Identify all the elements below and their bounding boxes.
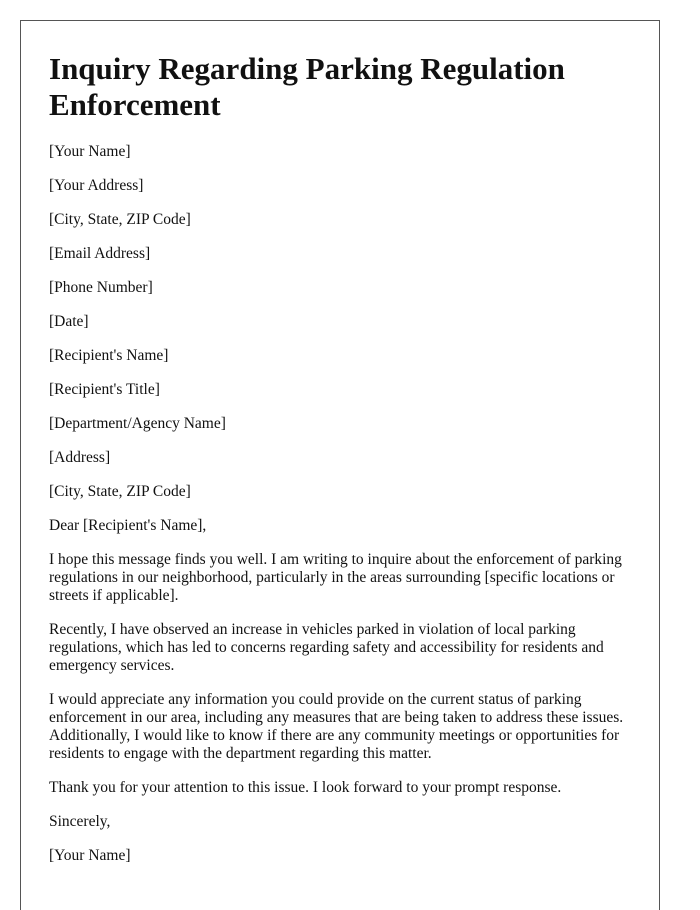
body-paragraph: I would appreciate any information you could provide on the current status of parking enforcement in our area, including any measures that are being taken to address these issues. Additionally, I would like to know if there are any community meetings or opportunities for residents to engage with the department regarding this matter. — [49, 691, 624, 762]
letter-page — [20, 20, 660, 910]
sender-name: [Your Name] — [49, 143, 131, 160]
body-paragraph: I hope this message finds you well. I am writing to inquire about the enforcement of parking regulations in our neighborhood, particularly in the areas surrounding [specific locations or streets if applicable]. — [49, 551, 622, 604]
sender-phone: [Phone Number] — [49, 279, 153, 296]
recipient-name: [Recipient's Name] — [49, 347, 169, 364]
letter-title: Inquiry Regarding Parking Regulation Enforcement — [49, 51, 565, 122]
sender-city-state-zip: [City, State, ZIP Code] — [49, 211, 191, 228]
salutation: Dear [Recipient's Name], — [49, 517, 207, 534]
recipient-city-state-zip: [City, State, ZIP Code] — [49, 483, 191, 500]
recipient-department: [Department/Agency Name] — [49, 415, 226, 432]
sender-email: [Email Address] — [49, 245, 151, 262]
letter-date: [Date] — [49, 313, 89, 330]
body-paragraph: Recently, I have observed an increase in vehicles parked in violation of local parking regulations, which has led to concerns regarding safety and accessibility for residents and emergency services. — [49, 621, 604, 674]
recipient-title: [Recipient's Title] — [49, 381, 160, 398]
body-paragraph: Thank you for your attention to this issue. I look forward to your prompt response. — [49, 779, 562, 796]
sender-address: [Your Address] — [49, 177, 144, 194]
signature: [Your Name] — [49, 847, 131, 864]
recipient-address: [Address] — [49, 449, 111, 466]
closing: Sincerely, — [49, 813, 111, 830]
